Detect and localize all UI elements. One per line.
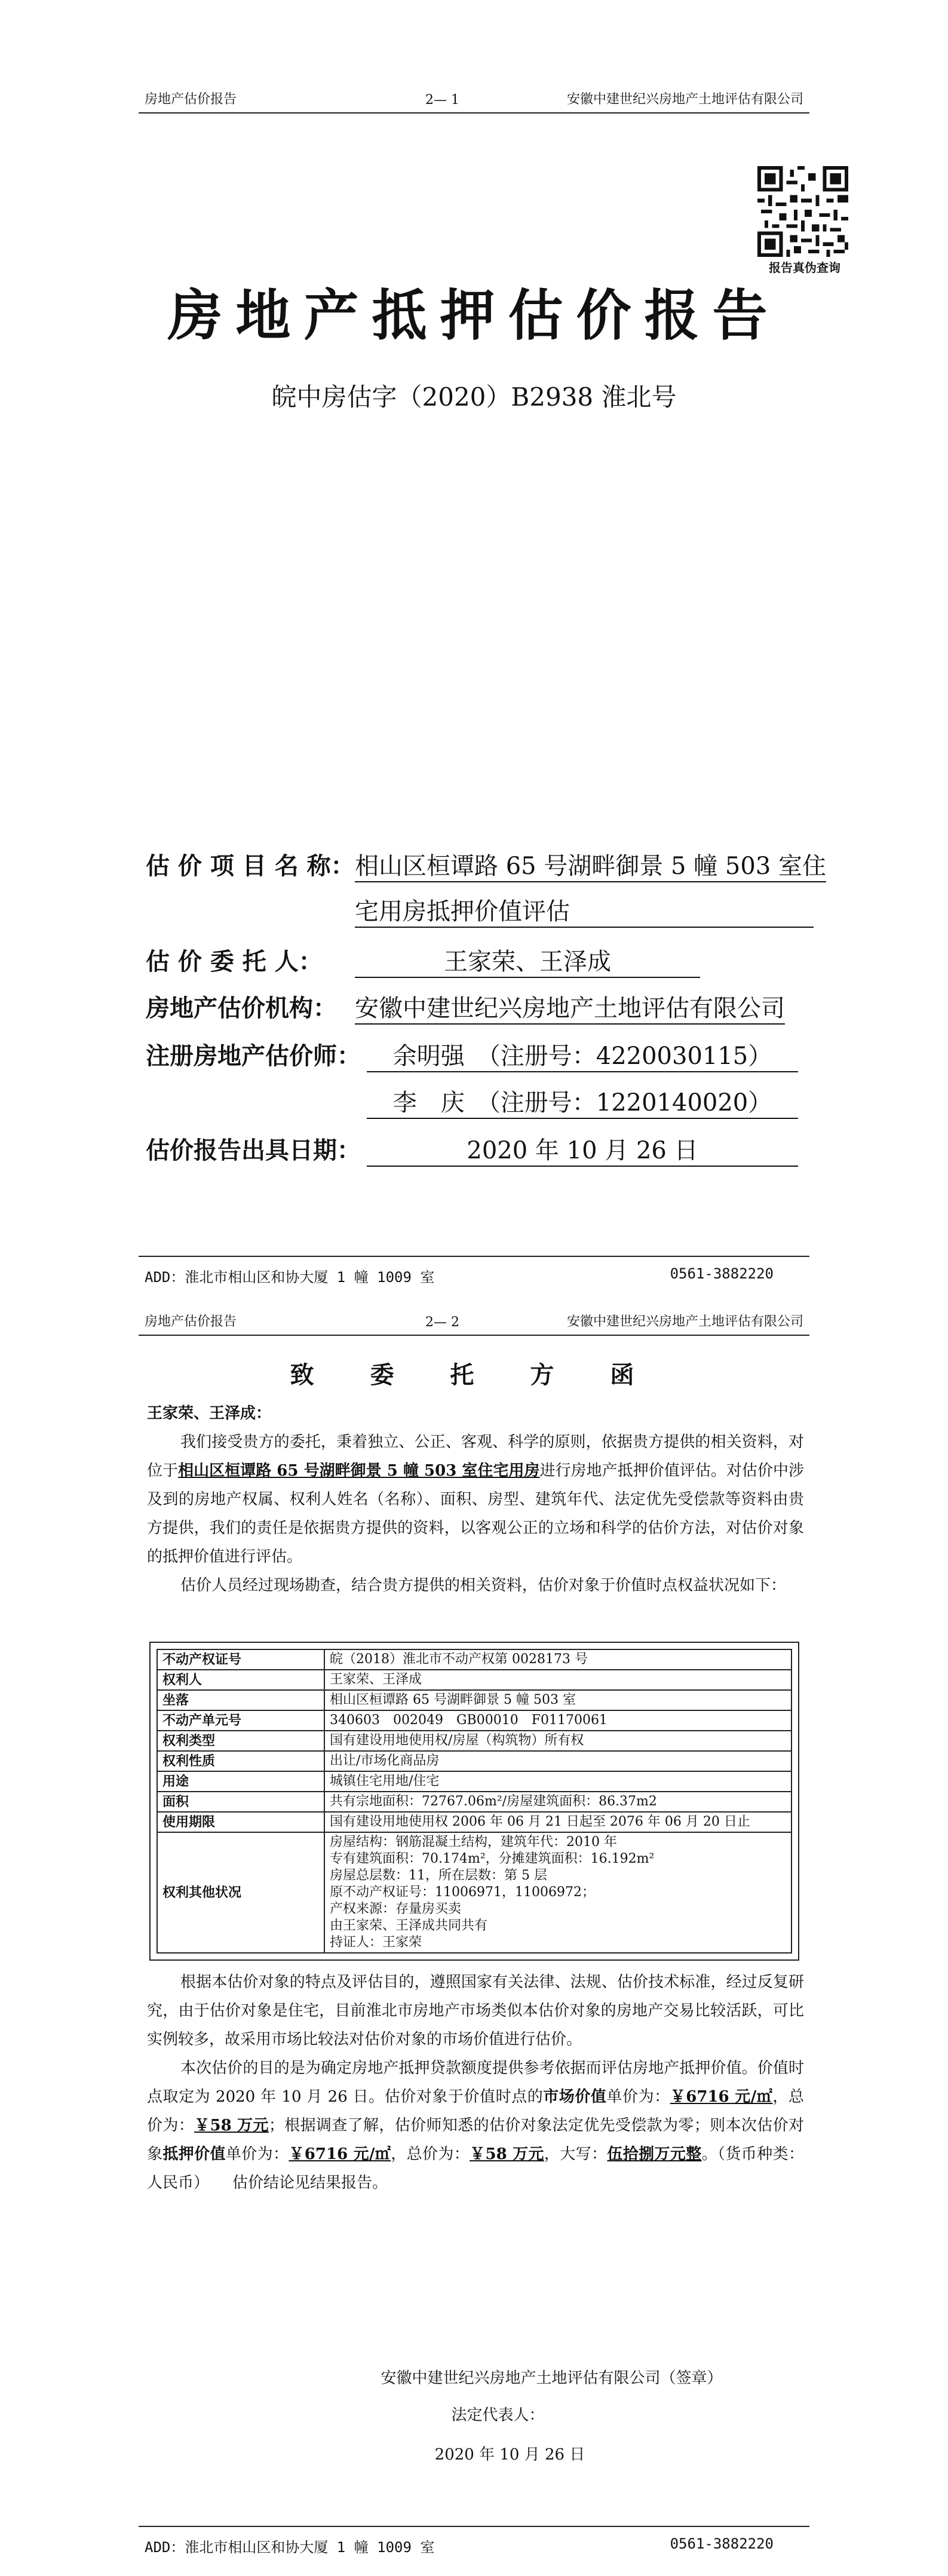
- sign-representative: 法定代表人：: [451, 2406, 545, 2424]
- appraiser-row: [146, 1037, 839, 1073]
- project-row-2: [146, 893, 839, 928]
- letter-addressee: 王家荣、王泽成：: [147, 1404, 272, 1422]
- table-value: 出让/市场化商品房: [324, 1751, 791, 1771]
- other-status-line: 由王家荣、王泽成共同共有: [330, 1918, 488, 1933]
- table-key: 权利人: [157, 1670, 324, 1690]
- project-value-line1: 相山区桓谭路 65 号湖畔御景 5 幢 503 室住: [355, 847, 826, 882]
- appraiser-1: 余明强 （注册号：4220030115）: [367, 1037, 798, 1072]
- sign-company: 安徽中建世纪兴房地产土地评估有限公司（签章）: [381, 2369, 723, 2387]
- table-key: 权利性质: [157, 1751, 324, 1771]
- page-footer: [139, 1256, 809, 1286]
- other-status-line: 持证人：王家荣: [330, 1935, 422, 1950]
- letter-paragraph-4: 本次估价的目的是为确定房地产抵押贷款额度提供参考依据而评估房地产抵押价值。价值时点取定为 2020 年 10 月 26 日。估价对象于价值时点的市场价值单价为：￥6716 元/㎡，总价为：￥58 万元；根据调查了解，估价师知悉的估价对象法定优先受偿款为零；则本次估价对象抵押价值单价为：￥6716 元/㎡，总价为：￥58 万元，大写：伍拾捌万元整。（货币种类：人民币） 估价结论见结果报告。: [147, 2059, 804, 2192]
- table-key: 坐落: [157, 1690, 324, 1710]
- header-page-number: 2— 2: [425, 1315, 459, 1330]
- table-value-other: [324, 1832, 791, 1953]
- letter-conclusion: [147, 1968, 804, 2197]
- table-value: 相山区桓谭路 65 号湖畔御景 5 幢 503 室: [324, 1690, 791, 1710]
- letter-title: 致 委 托 方 函: [290, 1361, 658, 1389]
- table-value: 王家荣、王泽成: [324, 1670, 791, 1690]
- project-value-line2: 宅用房抵押价值评估: [355, 893, 814, 928]
- table-value: 皖（2018）淮北市不动产权第 0028173 号: [324, 1649, 791, 1670]
- table-row: [157, 1812, 791, 1832]
- header-company: 安徽中建世纪兴房地产土地评估有限公司: [566, 1314, 803, 1329]
- table-key: 权利类型: [157, 1731, 324, 1751]
- table-value: 共有宗地面积：72767.06m²/房屋建筑面积：86.37m2: [324, 1792, 791, 1812]
- letter-page: [0, 1296, 948, 2576]
- report-number: 皖中房估字（2020）B2938 淮北号: [271, 382, 677, 412]
- letter-paragraph-2: 估价人员经过现场勘查，结合贵方提供的相关资料，估价对象于价值时点权益状况如下：: [180, 1577, 787, 1594]
- other-status-line: 房屋总层数：11，所在层数：第 5 层: [330, 1868, 547, 1883]
- sign-date: 2020 年 10 月 26 日: [434, 2446, 585, 2464]
- table-row: [157, 1771, 791, 1792]
- letter-paragraph-1: 我们接受贵方的委托，秉着独立、公正、客观、科学的原则，依据贵方提供的相关资料，对位于相山区桓谭路 65 号湖畔御景 5 幢 503 室住宅用房进行房地产抵押价值评估。对估价中涉及到的房地产权属、权利人姓名（名称）、面积、房型、建筑年代、法定优先受偿款等资料由贵方提供，我们的责任是依据贵方提供的资料，以客观公正的立场和科学的估价方法，对估价对象的抵押价值进行评估。: [147, 1433, 804, 1566]
- footer-address: ADD：淮北市相山区和协大厦 1 幢 1009 室: [145, 1269, 435, 1286]
- other-status-line: 房屋结构：钢筋混凝土结构，建筑年代：2010 年: [330, 1835, 617, 1850]
- header-left: 房地产估价报告: [145, 92, 237, 107]
- qr-code-icon[interactable]: [757, 166, 848, 257]
- table-value: 国有建设用地使用权 2006 年 06 月 21 日起至 2076 年 06 月 20 日止: [324, 1812, 791, 1832]
- date-row: [146, 1131, 839, 1167]
- table-value: 国有建设用地使用权/房屋（构筑物）所有权: [324, 1731, 791, 1751]
- agency-value: 安徽中建世纪兴房地产土地评估有限公司: [355, 989, 785, 1025]
- table-row: [157, 1751, 791, 1771]
- table-value: 340603 002049 GB00010 F01170061: [324, 1710, 791, 1731]
- footer-address: ADD：淮北市相山区和协大厦 1 幢 1009 室: [145, 2539, 435, 2556]
- client-label: 估 价 委 托 人：: [146, 947, 323, 976]
- letter-paragraph-3: 根据本估价对象的特点及评估目的，遵照国家有关法律、法规、估价技术标准，经过反复研究，由于估价对象是住宅，目前淮北市房地产市场类似本估价对象的房地产交易比较活跃，可比实例较多，故采用市场比较法对估价对象的市场价值进行估价。: [147, 1973, 804, 2048]
- table-value: 城镇住宅用地/住宅: [324, 1771, 791, 1792]
- page-header: [139, 90, 809, 114]
- other-status-line: 产权来源：存量房买卖: [330, 1902, 462, 1916]
- appraiser-row-2: [146, 1084, 839, 1120]
- table-key: 使用期限: [157, 1812, 324, 1832]
- date-value: 2020 年 10 月 26 日: [367, 1131, 798, 1167]
- table-row: [157, 1731, 791, 1751]
- page-header: [139, 1312, 809, 1336]
- report-title: 房地产抵押估价报告: [167, 283, 781, 348]
- table-key: 用途: [157, 1771, 324, 1792]
- letter-intro: [147, 1399, 804, 1600]
- project-row: [146, 847, 839, 883]
- client-value: 王家荣、王泽成: [355, 943, 700, 978]
- table-key: 不动产权证号: [157, 1649, 324, 1670]
- footer-phone: 0561-3882220: [670, 2535, 774, 2552]
- client-row: [146, 943, 839, 979]
- qr-caption: 报告真伪查询: [769, 260, 840, 275]
- other-status-line: 原不动产权证号：11006971，11006972；: [330, 1885, 595, 1900]
- header-left: 房地产估价报告: [145, 1314, 237, 1329]
- table-row: [157, 1710, 791, 1731]
- agency-row: [146, 989, 839, 1025]
- table-row: [157, 1792, 791, 1812]
- table-row: [157, 1670, 791, 1690]
- date-label: 估价报告出具日期：: [146, 1136, 361, 1164]
- table-row-other: [157, 1832, 791, 1953]
- table-key: 面积: [157, 1792, 324, 1812]
- other-status-line: 专有建筑面积：70.174m²，分摊建筑面积：16.192m²: [330, 1851, 655, 1866]
- agency-label: 房地产估价机构：: [146, 994, 337, 1022]
- table-key-other: 权利其他状况: [157, 1832, 324, 1953]
- header-page-number: 2— 1: [425, 93, 459, 108]
- footer-phone: 0561-3882220: [670, 1265, 774, 1282]
- table-row: [157, 1690, 791, 1710]
- rights-table: [157, 1649, 792, 1954]
- table-key: 不动产单元号: [157, 1710, 324, 1731]
- table-row: [157, 1649, 791, 1670]
- appraiser-2: 李 庆 （注册号：1220140020）: [367, 1084, 798, 1119]
- project-label: 估 价 项 目 名 称：: [146, 852, 355, 880]
- page-footer: [139, 2526, 809, 2556]
- header-company: 安徽中建世纪兴房地产土地评估有限公司: [566, 92, 803, 107]
- appraiser-label: 注册房地产估价师：: [146, 1042, 361, 1070]
